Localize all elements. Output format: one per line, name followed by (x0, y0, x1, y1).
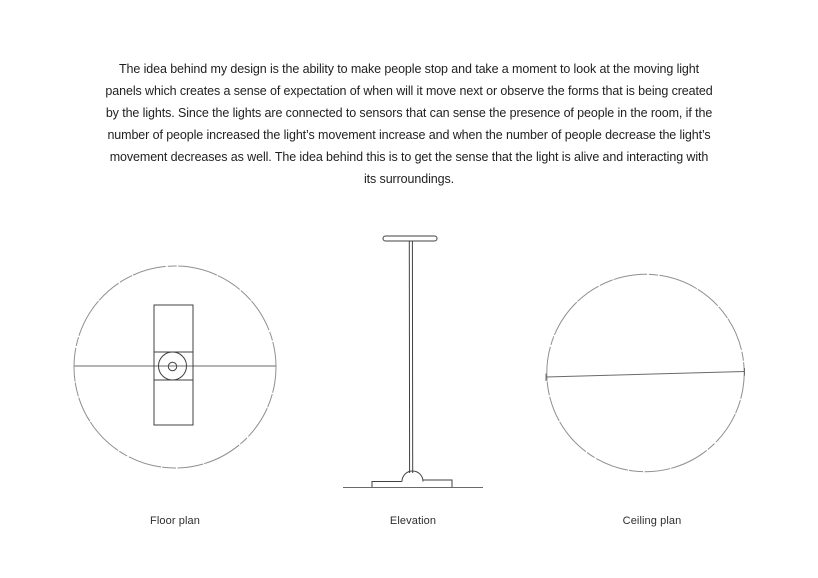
ceiling-plan-label: Ceiling plan (622, 515, 682, 527)
floor-plan-light-panel (154, 305, 193, 425)
paragraph-line: movement decreases as well. The idea behind this is to get the sense that the light is alive and interacting with (109, 150, 709, 164)
ceiling-plan-disc-outline (547, 274, 744, 471)
elevation-label: Elevation (389, 515, 437, 527)
ceiling-plan-diameter-line (546, 372, 745, 378)
paragraph-line: panels which creates a sense of expectation of when will it move next or observe the forms that is being created (105, 84, 713, 98)
paragraph-line: The idea behind my design is the ability to make people stop and take a moment to look at the moving light (118, 62, 700, 76)
floor-plan-drawing (74, 266, 276, 468)
floor-plan-label: Floor plan (150, 515, 200, 527)
paragraph-line: by the lights. Since the lights are connected to sensors that can sense the presence of people in the room, if the (105, 106, 713, 120)
elevation-ceiling-canopy (383, 236, 437, 241)
paragraph-line: number of people increased the light’s movement increase and when the number of people decrease the light’s (107, 128, 711, 142)
paragraph-line: its surroundings. (363, 172, 454, 186)
elevation-drawing (343, 236, 483, 488)
elevation-panel-right (423, 480, 452, 488)
floor-plan-disc-outline (74, 266, 276, 468)
elevation-panel-left (372, 482, 402, 488)
ceiling-plan-drawing (546, 274, 745, 471)
